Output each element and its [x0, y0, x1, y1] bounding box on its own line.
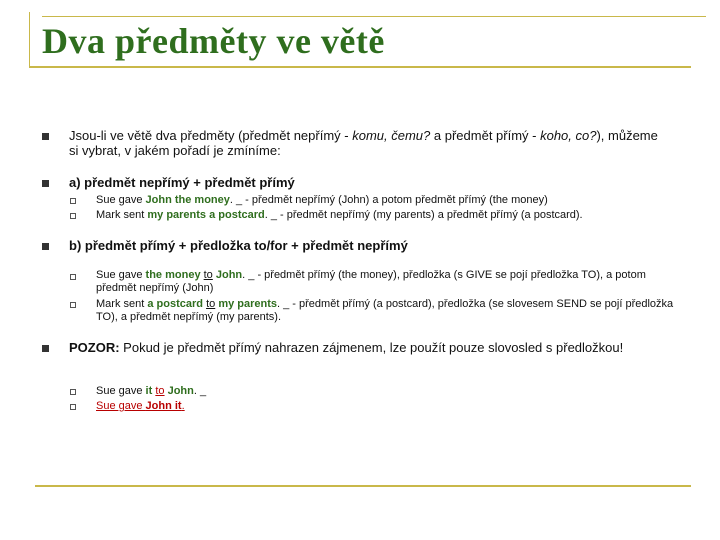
sub-bullet-marker: [70, 274, 76, 280]
page-title: Dva předměty ve větě: [42, 21, 385, 61]
text: . _ - předmět nepřímý (John) a potom předmět přímý (the money): [229, 194, 548, 206]
text-highlight: my parents: [218, 298, 278, 310]
text-highlight: John the money: [145, 194, 230, 206]
bullet-marker: [42, 180, 49, 187]
text-italic: komu, čemu?: [352, 128, 431, 143]
paragraph-intro: [69, 128, 669, 158]
text: Sue gave: [96, 400, 146, 412]
text: Jsou-li ve větě dva předměty (předmět nepřímý -: [69, 128, 353, 143]
example-5: [96, 385, 676, 398]
sub-bullet-marker: [70, 389, 76, 395]
text: Sue gave: [96, 385, 146, 397]
text: . _ - předmět přímý (the money), předložka (s GIVE se pojí předložka TO), a potom předmět nepřímý (John): [96, 269, 646, 294]
bullet-marker: [42, 133, 49, 140]
text: Sue gave: [96, 269, 146, 281]
example-2: [96, 209, 676, 222]
text-highlight: John: [215, 269, 243, 281]
title-underline: [29, 66, 691, 68]
text: Sue gave: [96, 194, 146, 206]
text: .: [181, 400, 185, 412]
bullet-marker: [42, 243, 49, 250]
text-highlight: my parents a postcard: [147, 209, 265, 221]
text-highlight: John: [167, 385, 194, 397]
text-underlined: to: [155, 385, 165, 397]
text-underlined: to: [203, 269, 213, 281]
top-rule: [42, 16, 706, 17]
example-4: [96, 298, 676, 323]
warning-label: POZOR:: [69, 340, 120, 355]
text: . _: [193, 385, 207, 397]
text-highlight: it: [145, 385, 153, 397]
example-3: [96, 269, 676, 294]
bullet-marker: [42, 345, 49, 352]
heading-indirect-direct: a) předmět nepřímý + předmět přímý: [69, 175, 295, 190]
text-underlined: to: [206, 298, 216, 310]
text: Mark sent: [96, 298, 148, 310]
text-highlight: the money: [145, 269, 201, 281]
text-italic: koho, co?: [540, 128, 597, 143]
text: Pokud je předmět přímý nahrazen zájmenem, lze použít pouze slovosled s předložkou!: [119, 340, 624, 355]
title-side-rule: [29, 12, 30, 67]
text: Mark sent: [96, 209, 148, 221]
text-highlight: a postcard: [147, 298, 203, 310]
text: . _ - předmět nepřímý (my parents) a předmět přímý (a postcard).: [264, 209, 583, 221]
heading-direct-prep-indirect: b) předmět přímý + předložka to/for + předmět nepřímý: [69, 238, 408, 253]
text-highlight: John it: [145, 400, 182, 412]
example-1: [96, 194, 676, 207]
sub-bullet-marker: [70, 404, 76, 410]
sub-bullet-marker: [70, 198, 76, 204]
paragraph-warning: [69, 340, 649, 355]
text: . _ - předmět přímý (a postcard), předložka (se slovesem SEND se pojí předložka TO), a předmět nepřímý (my parents).: [96, 298, 674, 323]
sub-bullet-marker: [70, 213, 76, 219]
bottom-rule: [35, 485, 691, 487]
example-6-incorrect: [96, 400, 676, 413]
text: a předmět přímý -: [430, 128, 541, 143]
text: ), můžeme si vybrat, v jakém pořadí je zmíníme:: [69, 128, 658, 158]
sub-bullet-marker: [70, 302, 76, 308]
